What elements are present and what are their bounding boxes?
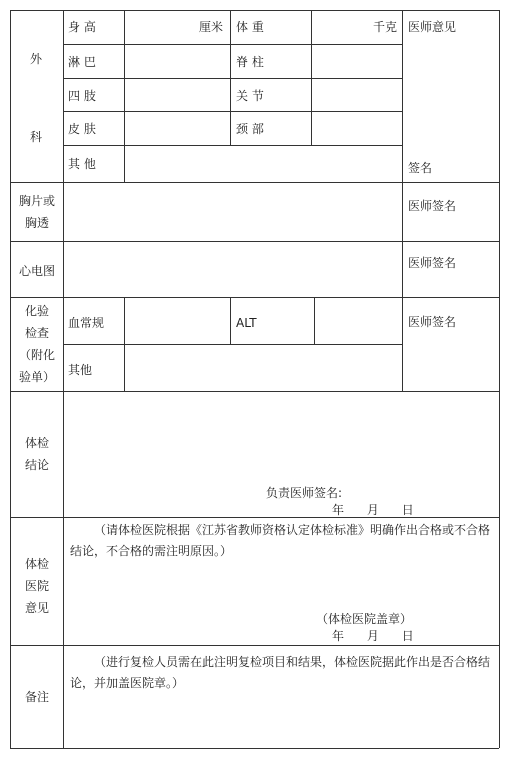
remarks-label: 备注: [25, 690, 50, 704]
lab-other-field[interactable]: [128, 349, 400, 387]
lab-label: [11, 300, 63, 388]
chest-label: [11, 190, 63, 234]
skin-label: 皮 肤: [68, 122, 96, 136]
conclusion-label-line: 结论: [24, 458, 49, 472]
weight-label: 体 重: [236, 20, 264, 34]
neck-label: 颈 部: [236, 122, 264, 136]
surgery-signature-label: 签名: [408, 161, 433, 175]
conclusion-doctor-sign: 负责医师签名:: [266, 486, 343, 500]
lab-label-line: 验单）: [18, 370, 55, 384]
spine-label: 脊 柱: [236, 55, 264, 69]
chest-result-field[interactable]: [66, 186, 400, 238]
remarks-field[interactable]: [66, 696, 496, 744]
hospital-opinion-field[interactable]: [66, 562, 496, 606]
lymph-field[interactable]: [128, 52, 228, 74]
surgery-doctor-opinion-field[interactable]: [406, 40, 496, 150]
conclusion-field[interactable]: [66, 396, 496, 476]
surgery-label-char2: 科: [30, 130, 43, 144]
joints-label: 关 节: [236, 89, 264, 103]
hospital-opinion-label-line: 医院: [24, 579, 49, 593]
ecg-label: 心电图: [19, 264, 56, 278]
lab-label-line: （附化: [18, 348, 55, 362]
chest-label-line2: 胸透: [24, 216, 49, 230]
skin-field[interactable]: [128, 119, 228, 141]
conclusion-label: [11, 432, 63, 476]
hospital-stamp: （体检医院盖章）: [316, 612, 413, 626]
height-label: 身 高: [68, 20, 96, 34]
surgery-doctor-opinion-label: 医师意见: [408, 20, 457, 34]
ecg-result-field[interactable]: [66, 245, 400, 293]
blood-routine-field[interactable]: [128, 302, 228, 340]
hospital-opinion-note: （请体检医院根据《江苏省教师资格认定体检标准》明确作出合格或不合格结论，不合格的需注明原因。）: [70, 523, 491, 558]
chest-signature-label: 医师签名: [408, 199, 457, 213]
height-unit: 厘米: [199, 20, 224, 34]
lab-signature-label: 医师签名: [408, 315, 457, 329]
ecg-signature-label: 医师签名: [408, 256, 457, 270]
lab-other-label: 其他: [68, 363, 93, 377]
blood-routine-label: 血常规: [68, 316, 105, 330]
lymph-label: 淋 巴: [68, 55, 96, 69]
hospital-opinion-date: 年 月 日: [332, 629, 414, 643]
limbs-field[interactable]: [128, 86, 228, 108]
alt-field[interactable]: [318, 302, 400, 340]
hospital-opinion-label-line: 体检: [24, 557, 49, 571]
surgery-other-field[interactable]: [128, 152, 400, 178]
joints-field[interactable]: [315, 86, 401, 108]
spine-field[interactable]: [315, 52, 401, 74]
surgery-label-char1: 外: [30, 52, 43, 66]
remarks-note: （进行复检人员需在此注明复检项目和结果，体检医院据此作出是否合格结论，并加盖医院章。）: [70, 655, 491, 690]
lab-label-line: 检查: [24, 326, 49, 340]
surgery-other-label: 其 他: [68, 157, 96, 171]
lab-label-line: 化验: [24, 304, 49, 318]
alt-label: ALT: [236, 316, 257, 330]
limbs-label: 四 肢: [68, 89, 96, 103]
chest-label-line1: 胸片或: [18, 194, 55, 208]
neck-field[interactable]: [315, 119, 401, 141]
conclusion-date: 年 月 日: [332, 503, 414, 517]
hospital-opinion-label-line: 意见: [24, 601, 49, 615]
hospital-opinion-label: [11, 553, 63, 619]
conclusion-label-line: 体检: [24, 436, 49, 450]
weight-unit: 千克: [373, 20, 398, 34]
